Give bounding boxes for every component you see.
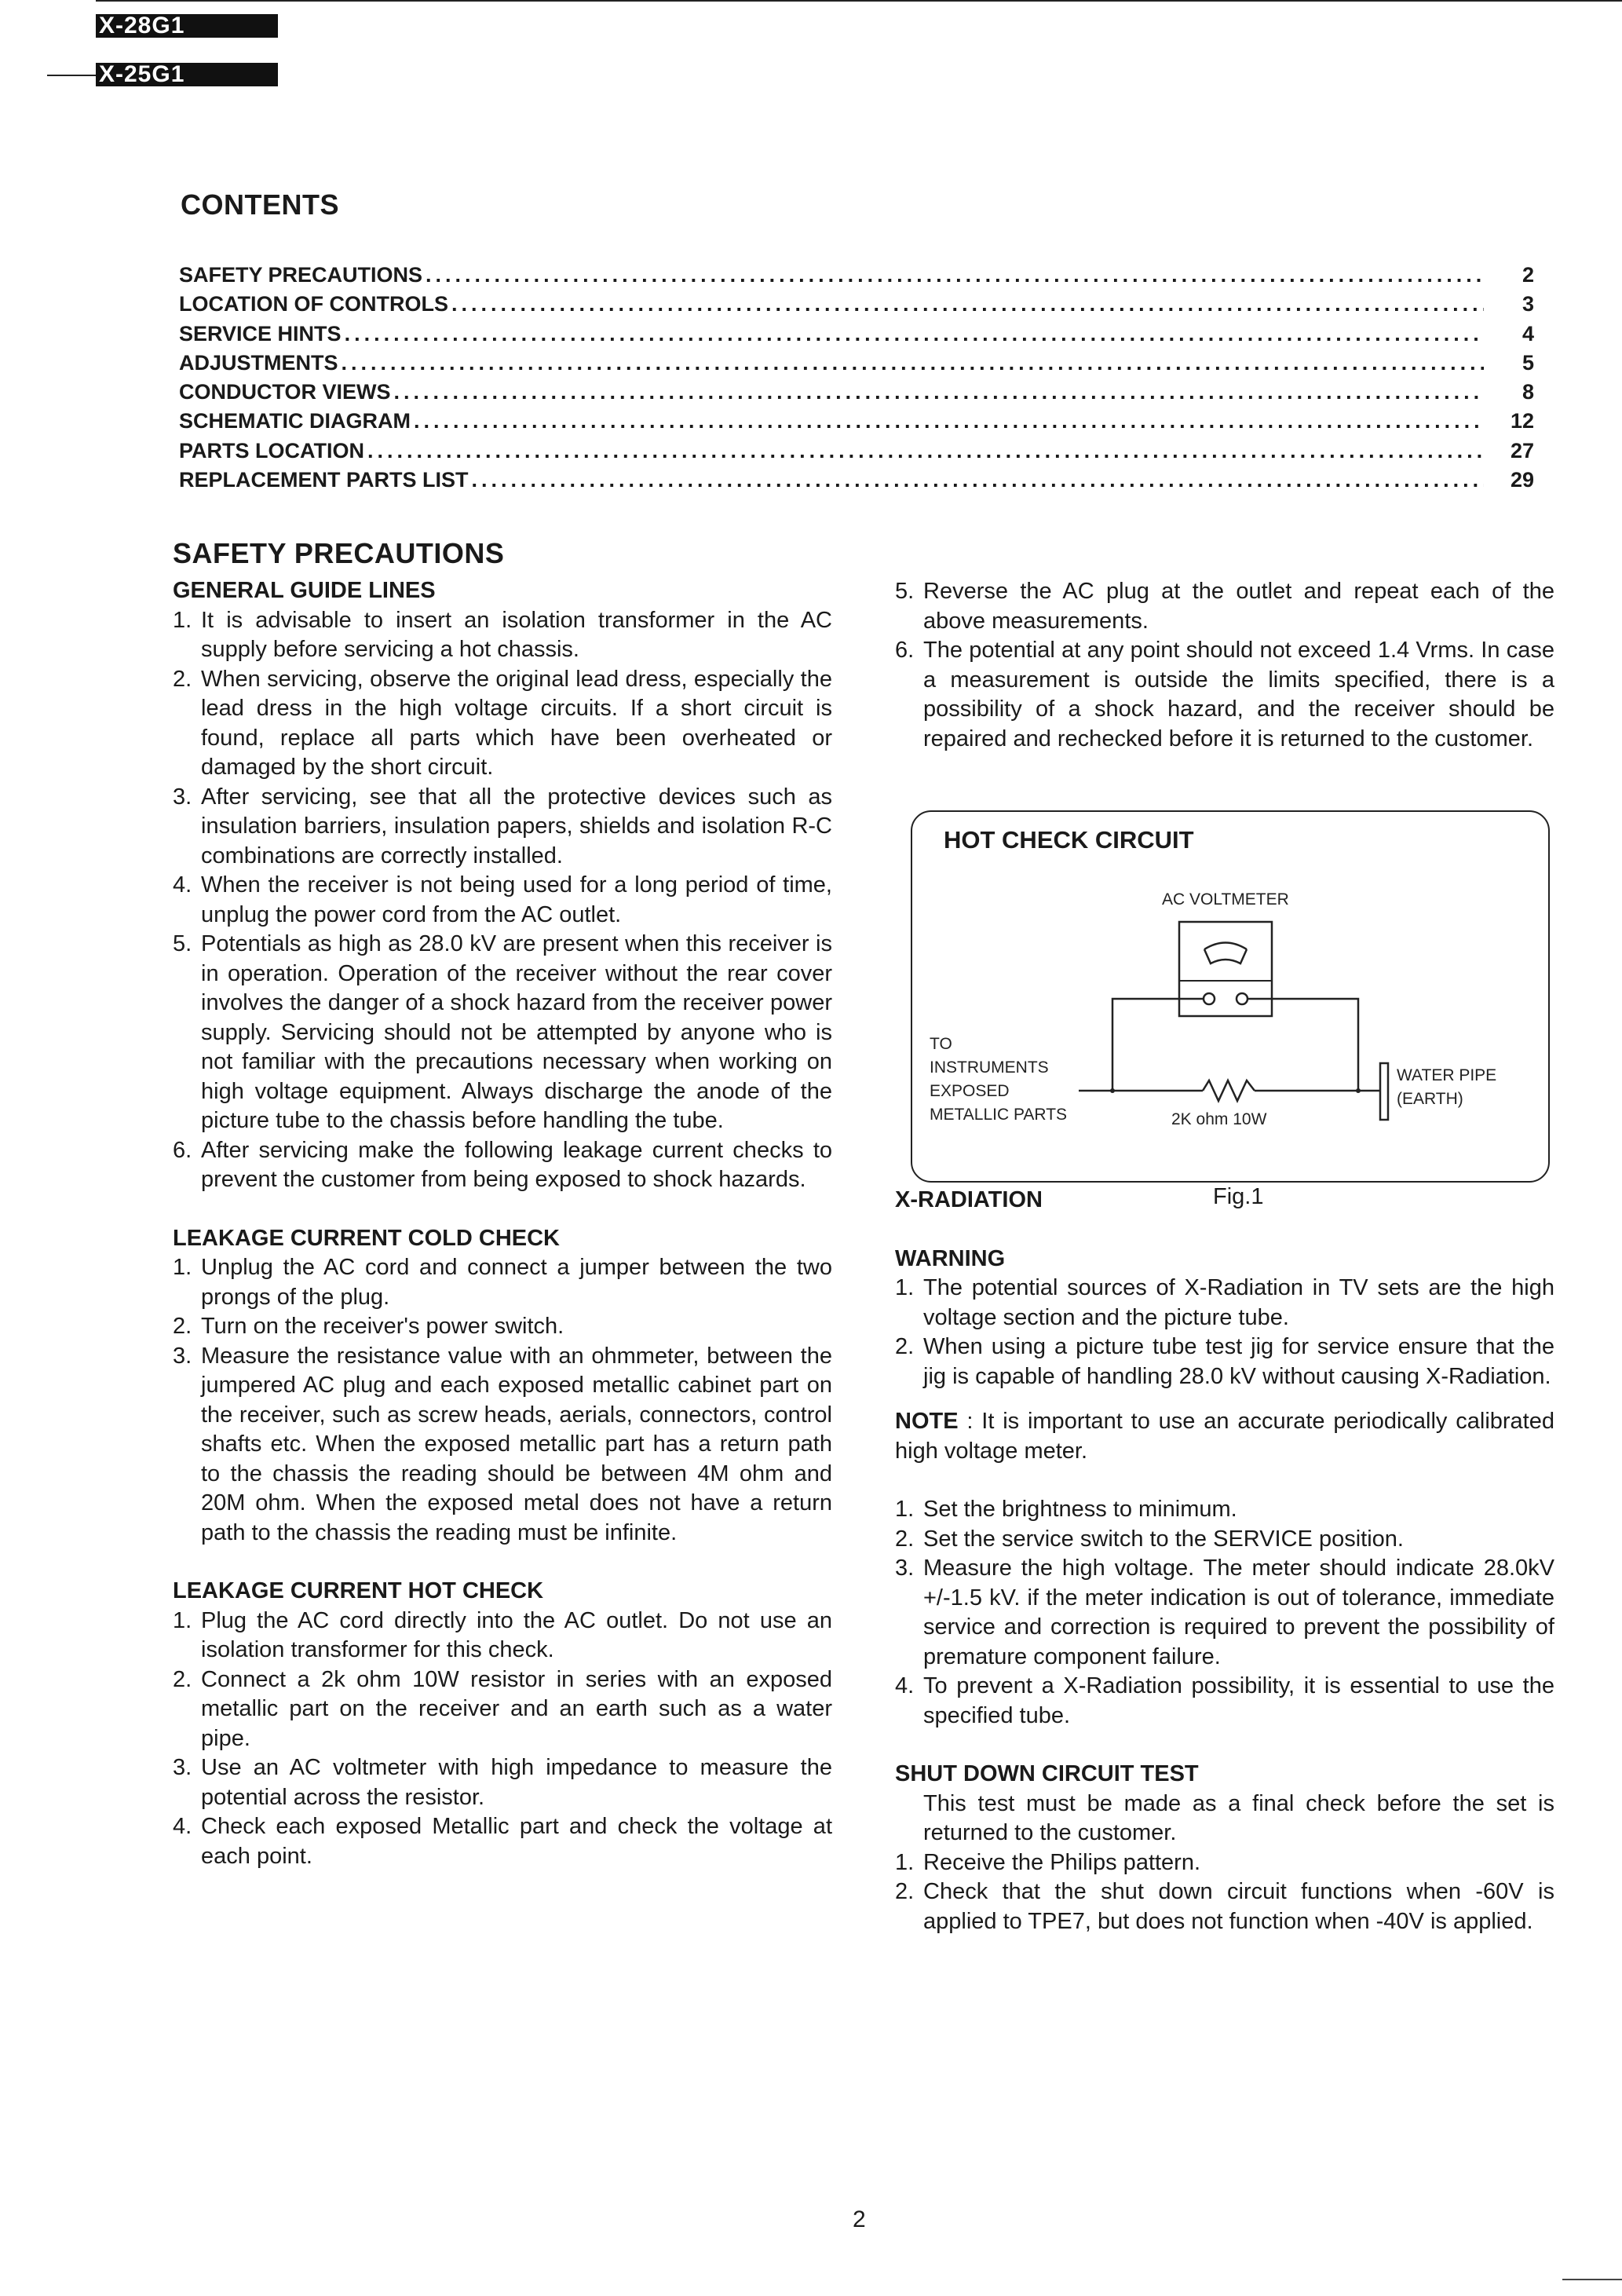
earth-label: (EARTH) bbox=[1397, 1090, 1463, 1108]
toc-row[interactable] bbox=[179, 378, 1534, 407]
list-item: 2. When using a picture tube test jig for service ensure that the jig is capable of handling 28.0 kV without causing X-Radiation. bbox=[895, 1334, 1554, 1389]
list-item: 4. When the receiver is not being used for a long period of time, unplug the power cord from the AC outlet. bbox=[173, 872, 832, 927]
note: NOTE : It is important to use an accurate periodically calibrated high voltage meter. bbox=[895, 1409, 1554, 1464]
spacer bbox=[895, 1216, 1554, 1245]
model-label-1: X-28G1 bbox=[96, 14, 278, 38]
toc-title: LOCATION OF CONTROLS bbox=[179, 292, 448, 316]
toc-row[interactable] bbox=[179, 407, 1534, 436]
toc-page: 27 bbox=[1510, 438, 1534, 462]
toc-row[interactable] bbox=[179, 349, 1534, 378]
dash-rule bbox=[47, 75, 97, 76]
meter-dial-icon bbox=[1204, 943, 1247, 964]
hot-check-list-continued bbox=[895, 577, 1554, 754]
shutdown-title: SHUT DOWN CIRCUIT TEST bbox=[895, 1761, 1199, 1786]
general-guide-list bbox=[173, 606, 832, 1195]
list-item: 3. Measure the resistance value with an ohmmeter, between the jumpered AC plug and each exposed metallic cabinet part on the receiver, such as screw heads, aerials, connectors, control shafts etc. When the exposed metallic part has a return path to the chassis the reading should be between 4M ohm and 20M ohm. When the exposed metal does not have a return path to the chassis the reading must be infinite. bbox=[173, 1343, 832, 1545]
model-label-2: X-25G1 bbox=[96, 63, 278, 86]
cold-check-list bbox=[173, 1253, 832, 1548]
list-item: 1. The potential sources of X-Radiation in TV sets are the high voltage section and the picture tube. bbox=[895, 1275, 1554, 1330]
wire bbox=[1248, 999, 1358, 1091]
shutdown-intro: This test must be made as a final check before the set is returned to the customer. bbox=[923, 1790, 1554, 1845]
toc-page: 3 bbox=[1522, 292, 1534, 316]
wire bbox=[1112, 999, 1204, 1091]
junction-dot bbox=[1356, 1088, 1361, 1093]
toc-row[interactable] bbox=[179, 466, 1534, 495]
spacer bbox=[895, 1731, 1554, 1760]
list-item: 6. After servicing make the following leakage current checks to prevent the customer from being exposed to shock hazards. bbox=[173, 1137, 832, 1192]
list-item: 3. After servicing, see that all the protective devices such as insulation barriers, insulation papers, shields and isolation R-C combinations are correctly installed. bbox=[173, 784, 832, 868]
page-number: 2 bbox=[853, 2206, 866, 2232]
circuit-diagram bbox=[912, 812, 1548, 1181]
resistor-label: 2K ohm 10W bbox=[1171, 1110, 1267, 1128]
toc-title: ADJUSTMENTS bbox=[179, 350, 338, 375]
contents-title: CONTENTS bbox=[181, 188, 339, 221]
right-column-bottom bbox=[895, 1186, 1554, 1936]
toc-row[interactable] bbox=[179, 437, 1534, 466]
list-item: 3. Use an AC voltmeter with high impedance to measure the potential across the resistor. bbox=[173, 1755, 832, 1810]
toc-title: REPLACEMENT PARTS LIST bbox=[179, 468, 469, 492]
toc-leader bbox=[426, 261, 1484, 290]
spacer bbox=[173, 1548, 832, 1577]
water-pipe-label: WATER PIPE bbox=[1397, 1066, 1497, 1084]
warning-title: WARNING bbox=[895, 1245, 1006, 1271]
spacer bbox=[173, 1195, 832, 1224]
spacer bbox=[895, 1391, 1554, 1407]
toc-page: 12 bbox=[1510, 409, 1534, 433]
x-radiation-steps bbox=[895, 1495, 1554, 1731]
hot-check-circuit-figure bbox=[911, 810, 1550, 1183]
list-item: 1. Receive the Philips pattern. bbox=[895, 1849, 1201, 1875]
list-item: 1. Unplug the AC cord and connect a jumper between the two prongs of the plug. bbox=[173, 1255, 832, 1310]
toc-page: 2 bbox=[1522, 263, 1534, 287]
toc-row[interactable] bbox=[179, 261, 1534, 290]
voltmeter-label: AC VOLTMETER bbox=[1162, 890, 1289, 909]
list-item: 6. The potential at any point should not exceed 1.4 Vrms. In case a measurement is outside the limits specified, there is a possibility of a shock hazard, and the receiver should be repaired and rechecked before it is returned to the customer. bbox=[895, 638, 1554, 751]
figure-caption: Fig.1 bbox=[1213, 1184, 1264, 1209]
toc-page: 8 bbox=[1522, 380, 1534, 404]
spacer bbox=[895, 1466, 1554, 1495]
toc-title: SCHEMATIC DIAGRAM bbox=[179, 409, 411, 433]
list-item: 5. Reverse the AC plug at the outlet and repeat each of the above measurements. bbox=[895, 579, 1554, 634]
left-column bbox=[173, 534, 832, 1871]
shutdown-list bbox=[895, 1848, 1554, 1937]
list-item: 2. Turn on the receiver's power switch. bbox=[173, 1314, 564, 1339]
toc-row[interactable] bbox=[179, 320, 1534, 349]
toc-page: 4 bbox=[1522, 321, 1534, 345]
toc-leader bbox=[367, 437, 1484, 466]
terminal-icon bbox=[1237, 993, 1248, 1004]
cold-check-title: LEAKAGE CURRENT COLD CHECK bbox=[173, 1225, 560, 1251]
list-item: 1. It is advisable to insert an isolation transformer in the AC supply before servicing a hot chassis. bbox=[173, 607, 832, 662]
list-item: 4. To prevent a X-Radiation possibility, it is essential to use the specified tube. bbox=[895, 1673, 1554, 1728]
water-pipe-icon bbox=[1380, 1063, 1388, 1120]
toc-leader bbox=[394, 378, 1484, 407]
list-item: 2. Set the service switch to the SERVICE position. bbox=[895, 1526, 1404, 1552]
junction-dot bbox=[1110, 1088, 1115, 1093]
list-item: 3. Measure the high voltage. The meter should indicate 28.0kV +/-1.5 kV. if the meter indication is out of tolerance, immediate service and correction is required to prevent the possibility of premature component failure. bbox=[895, 1556, 1554, 1669]
toc-leader bbox=[451, 290, 1484, 319]
resistor-icon bbox=[1203, 1080, 1255, 1101]
terminal-icon bbox=[1204, 993, 1215, 1004]
hot-check-title: LEAKAGE CURRENT HOT CHECK bbox=[173, 1578, 544, 1603]
list-item: 4. Check each exposed Metallic part and check the voltage at each point. bbox=[173, 1814, 832, 1869]
general-guide-lines-title: GENERAL GUIDE LINES bbox=[173, 578, 436, 603]
toc-leader bbox=[414, 407, 1484, 436]
safety-title: SAFETY PRECAUTIONS bbox=[173, 537, 505, 569]
toc-leader bbox=[345, 320, 1484, 349]
top-rule bbox=[96, 0, 1622, 2]
toc-leader bbox=[342, 349, 1484, 378]
list-item: 1. Plug the AC cord directly into the AC outlet. Do not use an isolation transformer for this check. bbox=[173, 1607, 832, 1662]
circuit-left-label: EXPOSED bbox=[930, 1082, 1010, 1100]
warning-list bbox=[895, 1274, 1554, 1391]
circuit-left-label: INSTRUMENTS bbox=[930, 1058, 1049, 1077]
toc-title: PARTS LOCATION bbox=[179, 438, 364, 462]
toc-leader bbox=[472, 466, 1484, 495]
toc-page: 5 bbox=[1522, 350, 1534, 375]
circuit-left-label: TO bbox=[930, 1035, 952, 1053]
toc-title: SAFETY PRECAUTIONS bbox=[179, 263, 423, 287]
voltmeter-icon bbox=[1179, 922, 1272, 1016]
toc-page: 29 bbox=[1510, 468, 1534, 492]
toc-row[interactable] bbox=[179, 290, 1534, 319]
circuit-title: HOT CHECK CIRCUIT bbox=[944, 826, 1194, 854]
hot-check-list bbox=[173, 1607, 832, 1872]
circuit-left-label: METALLIC PARTS bbox=[930, 1106, 1068, 1124]
list-item: 2. Check that the shut down circuit functions when -60V is applied to TPE7, but does not function when -40V is applied. bbox=[895, 1879, 1554, 1934]
list-item: 5. Potentials as high as 28.0 kV are present when this receiver is in operation. Operation of the receiver without the rear cover involves the danger of a shock hazard from the receiver power supply. Servicing should not be attempted by anyone who is not familiar with the precautions necessary when working on high voltage equipment. Always discharge the anode of the picture tube to the chassis before handling the tube. bbox=[173, 931, 832, 1133]
toc-title: SERVICE HINTS bbox=[179, 321, 342, 345]
footer-rule bbox=[1562, 2279, 1622, 2280]
right-column-top bbox=[895, 577, 1554, 754]
toc-title: CONDUCTOR VIEWS bbox=[179, 380, 391, 404]
x-radiation-title: X-RADIATION bbox=[895, 1187, 1043, 1212]
list-item: 2. Connect a 2k ohm 10W resistor in series with an exposed metallic part on the receiver and an earth such as a water pipe. bbox=[173, 1666, 832, 1751]
list-item: 2. When servicing, observe the original lead dress, especially the lead dress in the high voltage circuits. If a short circuit is found, replace all parts which have been overheated or damaged by the short circuit. bbox=[173, 666, 832, 780]
list-item: 1. Set the brightness to minimum. bbox=[895, 1497, 1237, 1522]
table-of-contents bbox=[179, 261, 1534, 495]
